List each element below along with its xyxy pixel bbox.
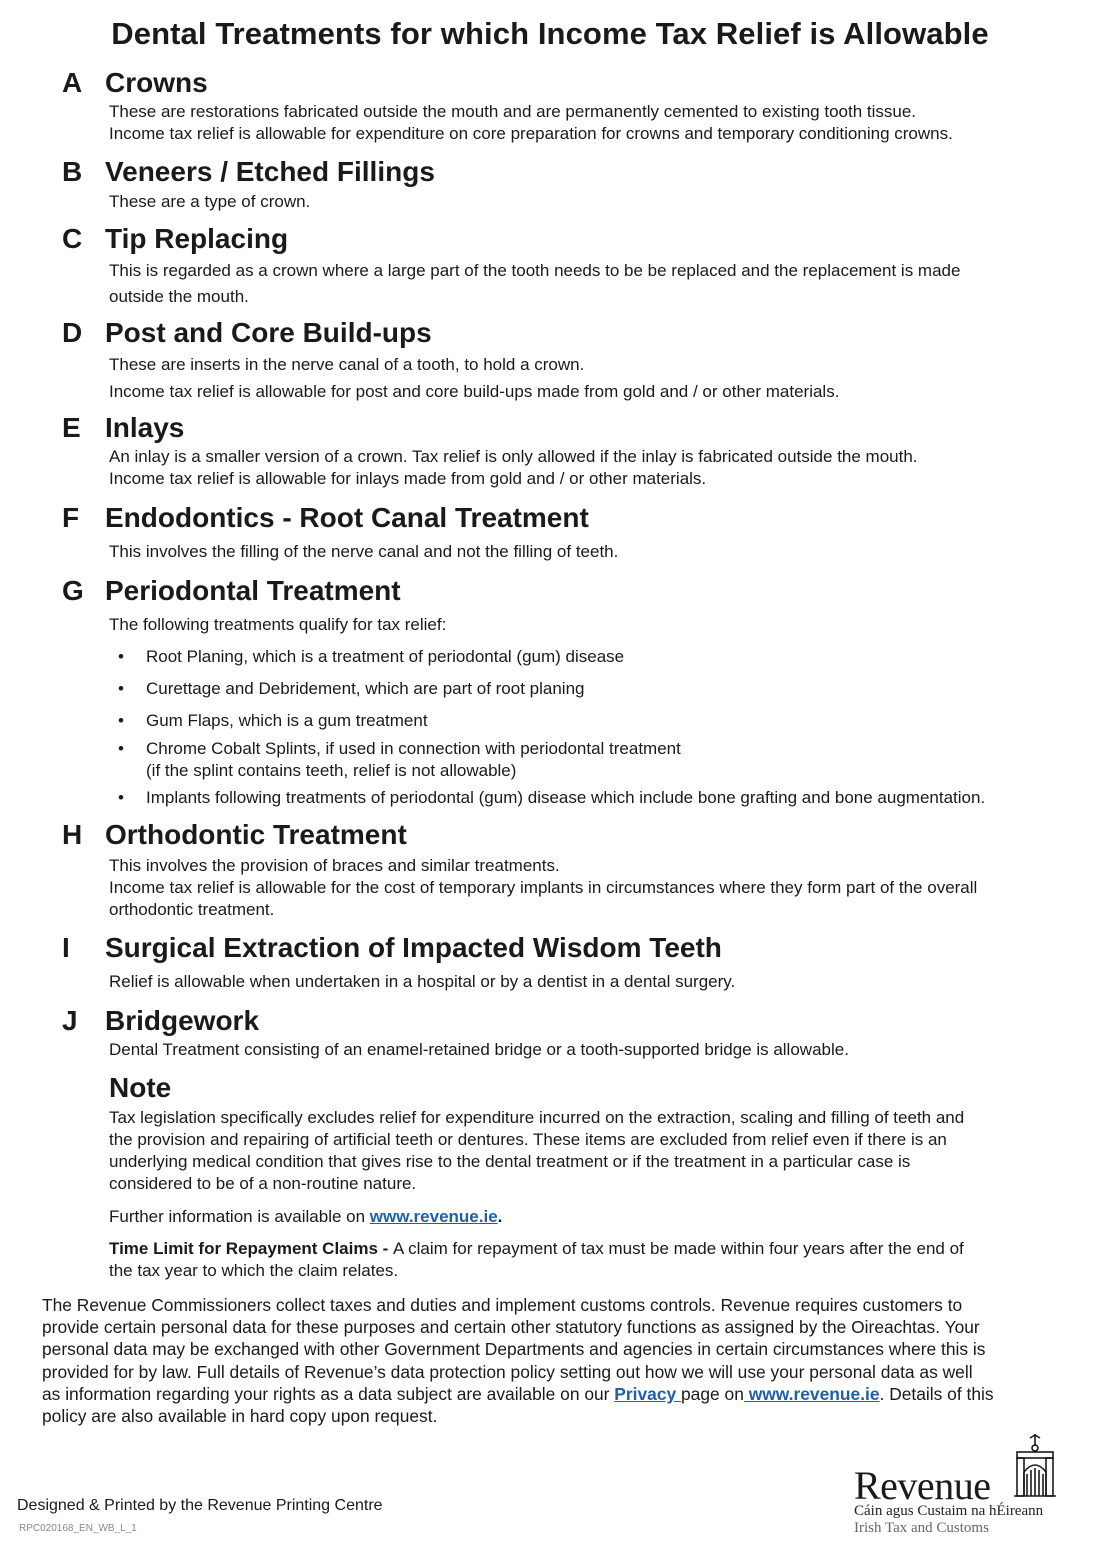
section-heading: Inlays xyxy=(105,412,185,443)
section-heading: Surgical Extraction of Impacted Wisdom Teeth xyxy=(105,932,722,963)
section-body xyxy=(109,191,1069,213)
privacy-link[interactable]: Privacy xyxy=(614,1383,682,1404)
section-body xyxy=(109,541,1069,563)
body-line: This involves the provision of braces and similar treatments. xyxy=(109,856,560,875)
list-item-text: Implants following treatments of periodontal (gum) disease which include bone grafting and bone augmentation. xyxy=(146,788,986,807)
section-letter: E xyxy=(62,412,81,443)
section-body xyxy=(109,446,1069,490)
body-line: These are inserts in the nerve canal of a tooth, to hold a crown. xyxy=(109,355,585,374)
section-heading: Tip Replacing xyxy=(105,223,289,254)
body-line: outside the mouth. xyxy=(109,287,249,306)
privacy-text: . Details of this xyxy=(879,1383,994,1404)
section-letter: D xyxy=(62,317,83,348)
list-item-text: Chrome Cobalt Splints, if used in connection with periodontal treatment xyxy=(146,739,681,758)
time-limit-text: the tax year to which the claim relates. xyxy=(109,1261,399,1280)
list-item-text: Gum Flaps, which is a gum treatment xyxy=(146,711,428,730)
body-line: These are a type of crown. xyxy=(109,192,311,211)
section-heading: Orthodontic Treatment xyxy=(105,819,407,850)
body-line: This involves the filling of the nerve canal and not the filling of teeth. xyxy=(109,542,619,561)
privacy-line: policy are also available in hard copy upon request. xyxy=(42,1406,438,1427)
time-limit xyxy=(109,1238,1069,1282)
privacy-text: page on xyxy=(681,1383,744,1404)
list-item-text: Curettage and Debridement, which are part of root planing xyxy=(146,679,585,698)
body-line: These are restorations fabricated outside the mouth and are permanently cemented to existing tooth tissue. xyxy=(109,102,917,121)
bullet-icon: • xyxy=(118,788,124,807)
body-line: considered to be of a non-routine nature. xyxy=(109,1174,417,1193)
body-line: underlying medical condition that gives rise to the dental treatment or if the treatment in a particular case is xyxy=(109,1152,911,1171)
section-heading: Veneers / Etched Fillings xyxy=(105,156,435,187)
note-body xyxy=(109,1107,1069,1195)
section-body xyxy=(109,971,1069,993)
body-line: An inlay is a smaller version of a crown. Tax relief is only allowed if the inlay is fabricated outside the mouth. xyxy=(109,447,918,466)
bullet-icon: • xyxy=(118,711,124,730)
section-body xyxy=(109,855,1069,921)
section-letter: A xyxy=(62,67,83,98)
further-info-period: . xyxy=(497,1207,503,1226)
revenue-site-link[interactable]: www.revenue.ie xyxy=(743,1383,880,1404)
body-line: Relief is allowable when undertaken in a hospital or by a dentist in a dental surgery. xyxy=(109,972,736,991)
privacy-statement xyxy=(42,1294,1062,1427)
time-limit-label: Time Limit for Repayment Claims - xyxy=(109,1239,394,1258)
section-body xyxy=(109,614,1069,636)
body-line: Income tax relief is allowable for post and core build-ups made from gold and / or other materials. xyxy=(109,382,840,401)
document-code: RPC020168_EN_WB_L_1 xyxy=(19,1523,137,1534)
bullet-icon: • xyxy=(118,739,124,758)
privacy-line: provide certain personal data for these purposes and certain other statutory functions as assigned by the Oireachtas. Your xyxy=(42,1317,980,1338)
gate-icon xyxy=(1012,1432,1058,1498)
list-item-text: (if the splint contains teeth, relief is not allowable) xyxy=(146,761,517,780)
list-item-text: Root Planing, which is a treatment of periodontal (gum) disease xyxy=(146,647,625,666)
section-heading: Bridgework xyxy=(105,1005,260,1036)
logo-wordmark: Revenue xyxy=(854,1463,991,1508)
body-line: Income tax relief is allowable for expenditure on core preparation for crowns and temporary conditioning crowns. xyxy=(109,124,953,143)
section-letter: I xyxy=(62,932,70,963)
bullet-icon: • xyxy=(118,647,124,666)
section-body xyxy=(109,1039,1069,1061)
privacy-line: provided for by law. Full details of Revenue’s data protection policy setting out how we will use your personal data as well xyxy=(42,1361,973,1382)
body-line: Dental Treatment consisting of an enamel-retained bridge or a tooth-supported bridge is allowable. xyxy=(109,1040,849,1059)
section-letter: F xyxy=(62,502,80,533)
body-line: Tax legislation specifically excludes relief for expenditure incurred on the extraction, scaling and filling of teeth and xyxy=(109,1108,965,1127)
page-title: Dental Treatments for which Income Tax Relief is Allowable xyxy=(111,16,989,51)
section-letter: C xyxy=(62,223,83,254)
note-heading: Note xyxy=(109,1072,172,1103)
privacy-text: as information regarding your rights as a data subject are available on our xyxy=(42,1383,615,1404)
body-line: orthodontic treatment. xyxy=(109,900,275,919)
body-line: The following treatments qualify for tax relief: xyxy=(109,615,447,634)
section-letter: J xyxy=(62,1005,78,1036)
further-info-text: Further information is available on xyxy=(109,1207,370,1226)
body-line: Income tax relief is allowable for the cost of temporary implants in circumstances where they form part of the overall xyxy=(109,878,978,897)
section-heading: Endodontics - Root Canal Treatment xyxy=(105,502,589,533)
section-heading: Crowns xyxy=(105,67,208,98)
body-line: Income tax relief is allowable for inlays made from gold and / or other materials. xyxy=(109,469,707,488)
revenue-website-link[interactable]: www.revenue.ie xyxy=(369,1207,498,1226)
privacy-line xyxy=(42,1383,1062,1405)
section-body xyxy=(109,101,1069,145)
section-body xyxy=(109,351,1069,405)
section-heading: Post and Core Build-ups xyxy=(105,317,432,348)
privacy-line: personal data may be exchanged with other Government Departments and agencies in certain circumstances where this is xyxy=(42,1339,986,1360)
section-letter: B xyxy=(62,156,83,187)
printer-credit: Designed & Printed by the Revenue Printing Centre xyxy=(17,1497,383,1514)
time-limit-text: A claim for repayment of tax must be made within four years after the end of xyxy=(393,1239,964,1258)
logo-english-tagline: Irish Tax and Customs xyxy=(854,1520,989,1536)
body-line: the provision and repairing of artificial teeth or dentures. These items are excluded from relief even if there is an xyxy=(109,1130,947,1149)
section-heading: Periodontal Treatment xyxy=(105,575,401,606)
body-line: This is regarded as a crown where a large part of the tooth needs to be be replaced and the replacement is made xyxy=(109,261,961,280)
section-letter: H xyxy=(62,819,83,850)
logo-irish-tagline: Cáin agus Custaim na hÉireann xyxy=(854,1503,1044,1519)
privacy-line: The Revenue Commissioners collect taxes and duties and implement customs controls. Revenue requires customers to xyxy=(42,1295,963,1315)
section-body xyxy=(109,258,1069,310)
bullet-icon: • xyxy=(118,679,124,698)
section-letter: G xyxy=(62,575,84,606)
further-info xyxy=(109,1206,1069,1228)
revenue-logo xyxy=(852,1432,1072,1542)
